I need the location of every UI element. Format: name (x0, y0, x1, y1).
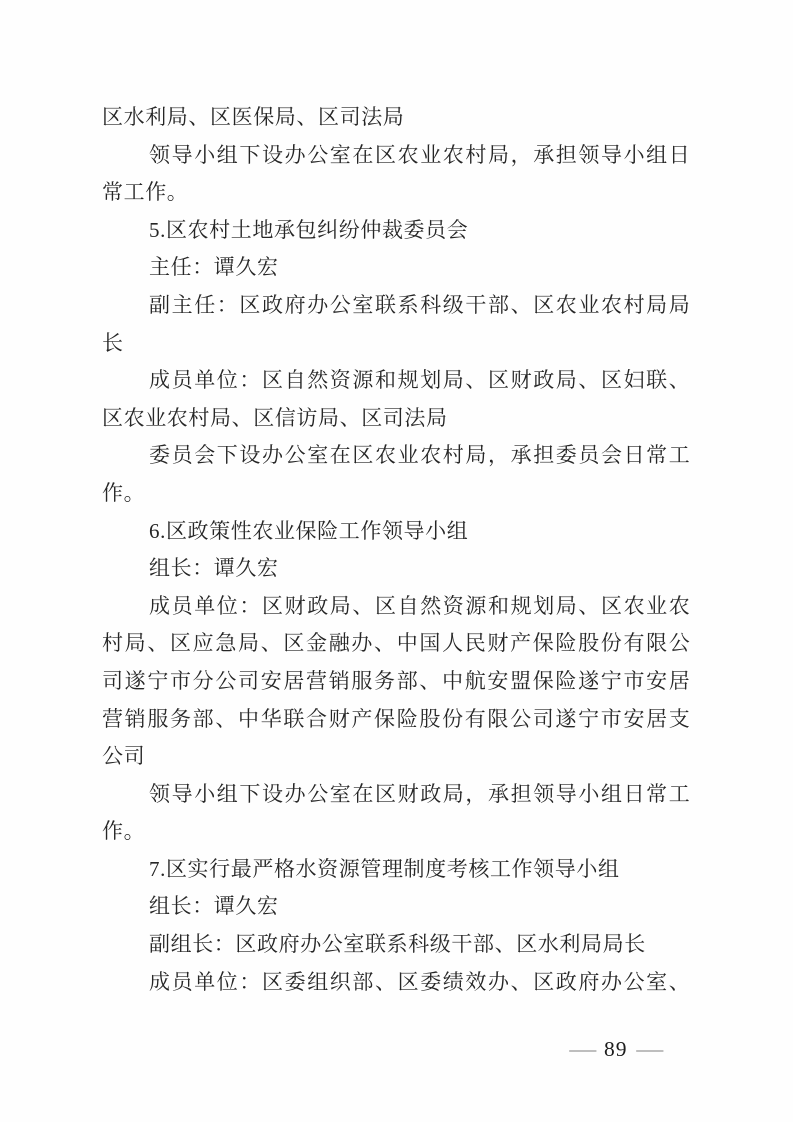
text-line: 成员单位：区自然资源和规划局、区财政局、区妇联、 (149, 368, 690, 393)
text-line: 公司 (102, 744, 146, 769)
text-line section-heading: 6.区政策性农业保险工作领导小组 (149, 518, 469, 543)
text-line: 副主任：区政府办公室联系科级干部、区农业农村局局 (149, 292, 690, 317)
text-line: 长 (102, 330, 124, 355)
page-number-right-dash: — (635, 1037, 663, 1061)
text-line: 营销服务部、中华联合财产保险股份有限公司遂宁市安居支 (102, 706, 690, 731)
page-number (568, 1036, 663, 1062)
text-line: 领导小组下设办公室在区农业农村局，承担领导小组日 (149, 142, 690, 167)
text-line: 组长：谭久宏 (149, 894, 279, 919)
text-line: 委员会下设办公室在区农业农村局，承担委员会日常工 (149, 443, 690, 468)
text-line: 领导小组下设办公室在区财政局，承担领导小组日常工 (149, 781, 690, 806)
text-line: 区农业农村局、区信访局、区司法局 (102, 405, 448, 430)
text-line: 主任：谭久宏 (149, 255, 279, 280)
text-line: 常工作。 (102, 180, 189, 205)
text-line: 村局、区应急局、区金融办、中国人民财产保险股份有限公 (102, 631, 690, 656)
text-line: 司遂宁市分公司安居营销服务部、中航安盟保险遂宁市安居 (102, 668, 690, 693)
text-line: 组长：谭久宏 (149, 556, 279, 581)
text-line: 作。 (102, 480, 146, 505)
text-line section-heading: 7.区实行最严格水资源管理制度考核工作领导小组 (149, 856, 620, 881)
page-number-left-dash: — (568, 1037, 596, 1061)
text-line: 区水利局、区医保局、区司法局 (102, 105, 405, 129)
text-line: 副组长：区政府办公室联系科级干部、区水利局局长 (149, 932, 646, 957)
text-line section-heading: 5.区农村土地承包纠纷仲裁委员会 (149, 217, 469, 242)
text-line: 成员单位：区委组织部、区委绩效办、区政府办公室、 (149, 969, 690, 994)
text-line: 作。 (102, 819, 146, 844)
page-number-value: 89 (604, 1037, 628, 1061)
document-body (102, 99, 690, 1001)
text-line: 成员单位：区财政局、区自然资源和规划局、区农业农 (149, 593, 690, 618)
